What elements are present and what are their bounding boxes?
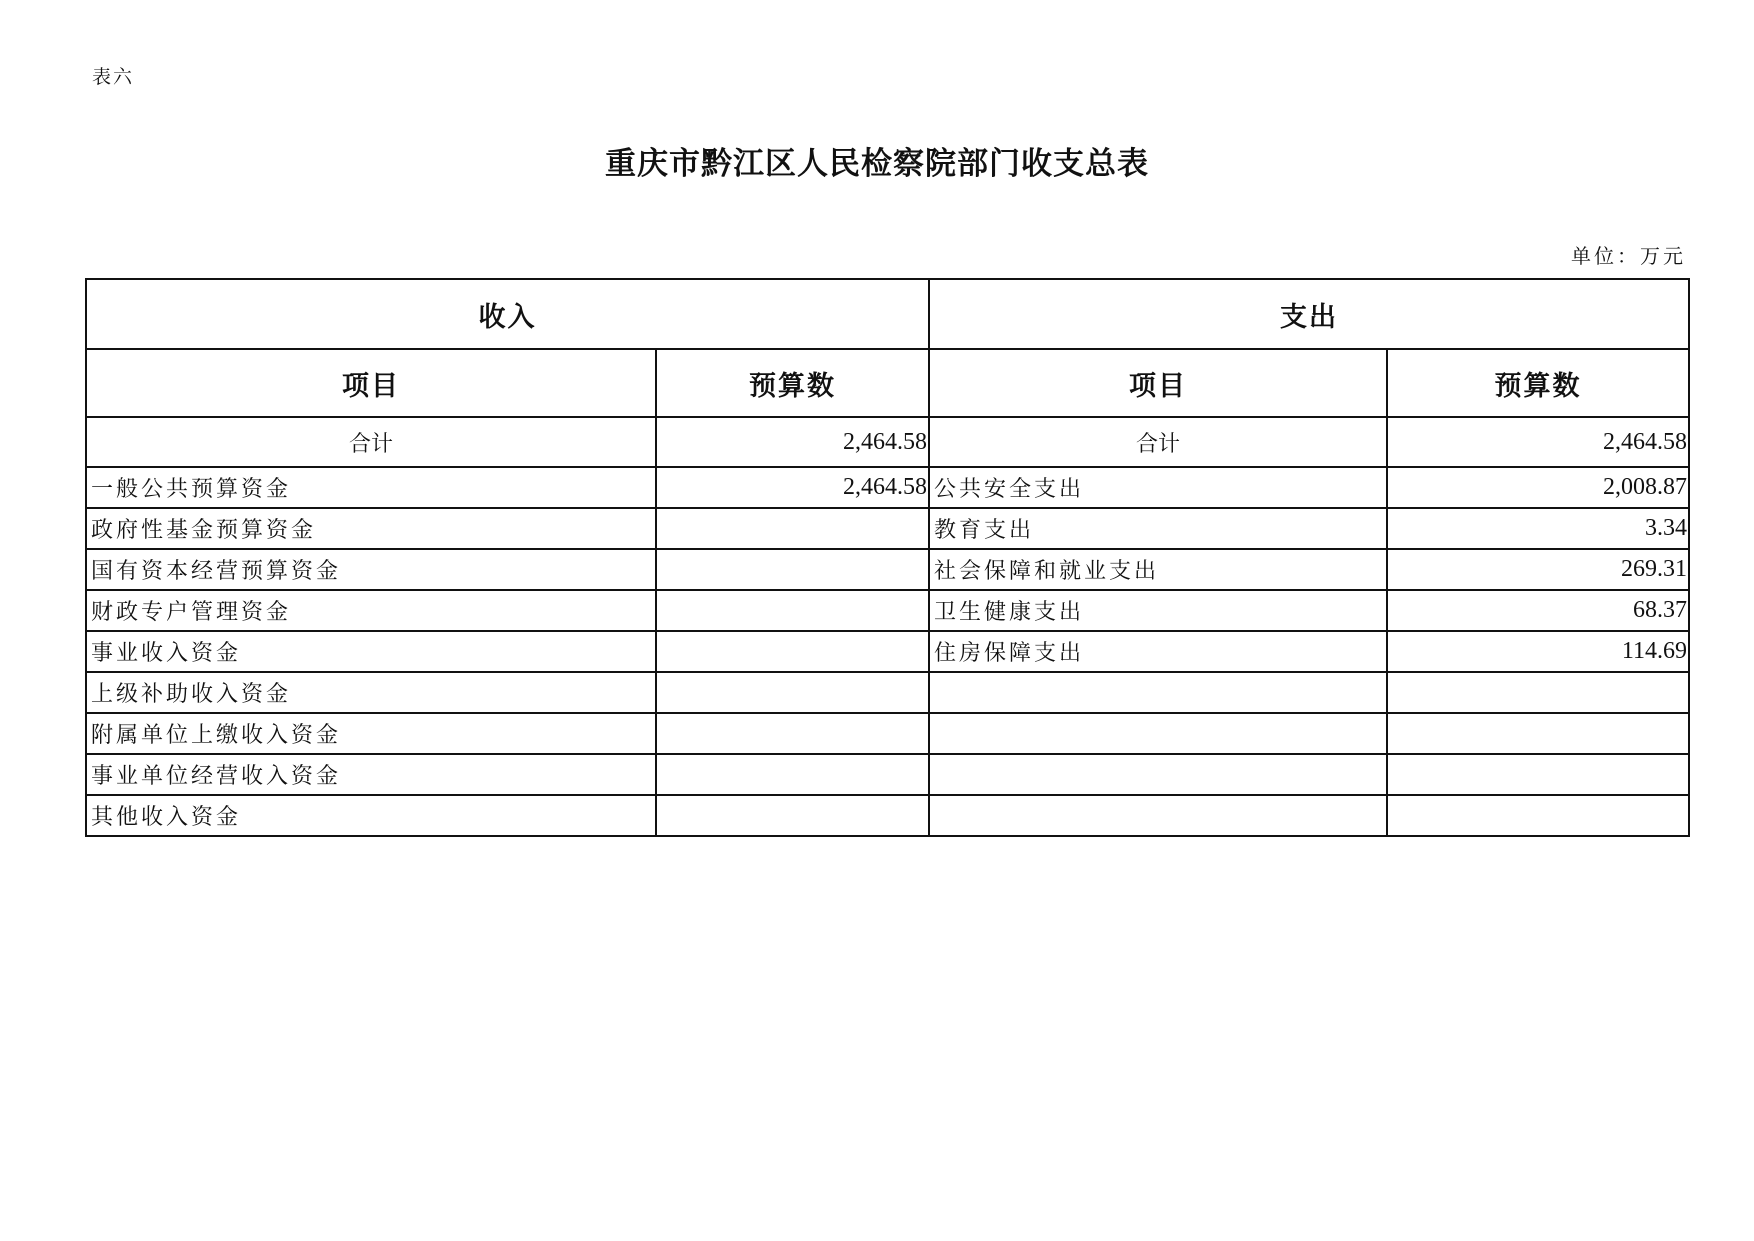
income-item: 一般公共预算资金 bbox=[86, 467, 656, 508]
income-value bbox=[656, 754, 929, 795]
expense-value: 68.37 bbox=[1387, 590, 1689, 631]
budget-summary-table bbox=[85, 278, 1690, 837]
expense-item bbox=[929, 795, 1387, 836]
table-row bbox=[86, 590, 1689, 631]
column-header-row bbox=[86, 349, 1689, 417]
income-value: 2,464.58 bbox=[656, 467, 929, 508]
expense-item: 教育支出 bbox=[929, 508, 1387, 549]
table-row bbox=[86, 631, 1689, 672]
expense-item bbox=[929, 713, 1387, 754]
expense-header: 支出 bbox=[929, 279, 1689, 349]
income-item: 事业单位经营收入资金 bbox=[86, 754, 656, 795]
expense-budget-column-header: 预算数 bbox=[1387, 349, 1689, 417]
expense-value: 269.31 bbox=[1387, 549, 1689, 590]
income-value bbox=[656, 672, 929, 713]
income-header: 收入 bbox=[86, 279, 929, 349]
expense-value bbox=[1387, 713, 1689, 754]
expense-item: 社会保障和就业支出 bbox=[929, 549, 1387, 590]
expense-value bbox=[1387, 672, 1689, 713]
expense-value: 114.69 bbox=[1387, 631, 1689, 672]
income-value bbox=[656, 590, 929, 631]
expense-item: 卫生健康支出 bbox=[929, 590, 1387, 631]
income-value bbox=[656, 508, 929, 549]
income-item: 国有资本经营预算资金 bbox=[86, 549, 656, 590]
expense-item bbox=[929, 754, 1387, 795]
income-item: 政府性基金预算资金 bbox=[86, 508, 656, 549]
expense-value: 3.34 bbox=[1387, 508, 1689, 549]
income-value bbox=[656, 549, 929, 590]
income-total-value: 2,464.58 bbox=[656, 417, 929, 467]
income-value bbox=[656, 795, 929, 836]
expense-item bbox=[929, 672, 1387, 713]
income-item: 财政专户管理资金 bbox=[86, 590, 656, 631]
expense-item: 公共安全支出 bbox=[929, 467, 1387, 508]
page-title: 重庆市黔江区人民检察院部门收支总表 bbox=[605, 146, 1149, 182]
table-row bbox=[86, 795, 1689, 836]
expense-total-value: 2,464.58 bbox=[1387, 417, 1689, 467]
income-budget-column-header: 预算数 bbox=[656, 349, 929, 417]
table-row bbox=[86, 549, 1689, 590]
table-row bbox=[86, 467, 1689, 508]
unit-label: 单位：万元 bbox=[1571, 244, 1686, 268]
section-header-row bbox=[86, 279, 1689, 349]
expense-value: 2,008.87 bbox=[1387, 467, 1689, 508]
expense-value bbox=[1387, 795, 1689, 836]
income-item: 附属单位上缴收入资金 bbox=[86, 713, 656, 754]
expense-value bbox=[1387, 754, 1689, 795]
income-item: 上级补助收入资金 bbox=[86, 672, 656, 713]
table-number-label: 表六 bbox=[92, 66, 135, 88]
expense-item-column-header: 项目 bbox=[929, 349, 1387, 417]
income-item: 事业收入资金 bbox=[86, 631, 656, 672]
income-value bbox=[656, 631, 929, 672]
income-value bbox=[656, 713, 929, 754]
income-total-label: 合计 bbox=[86, 417, 656, 467]
table-row bbox=[86, 713, 1689, 754]
income-item: 其他收入资金 bbox=[86, 795, 656, 836]
expense-item: 住房保障支出 bbox=[929, 631, 1387, 672]
income-item-column-header: 项目 bbox=[86, 349, 656, 417]
table-row bbox=[86, 754, 1689, 795]
table-row bbox=[86, 508, 1689, 549]
total-row bbox=[86, 417, 1689, 467]
expense-total-label: 合计 bbox=[929, 417, 1387, 467]
table-row bbox=[86, 672, 1689, 713]
